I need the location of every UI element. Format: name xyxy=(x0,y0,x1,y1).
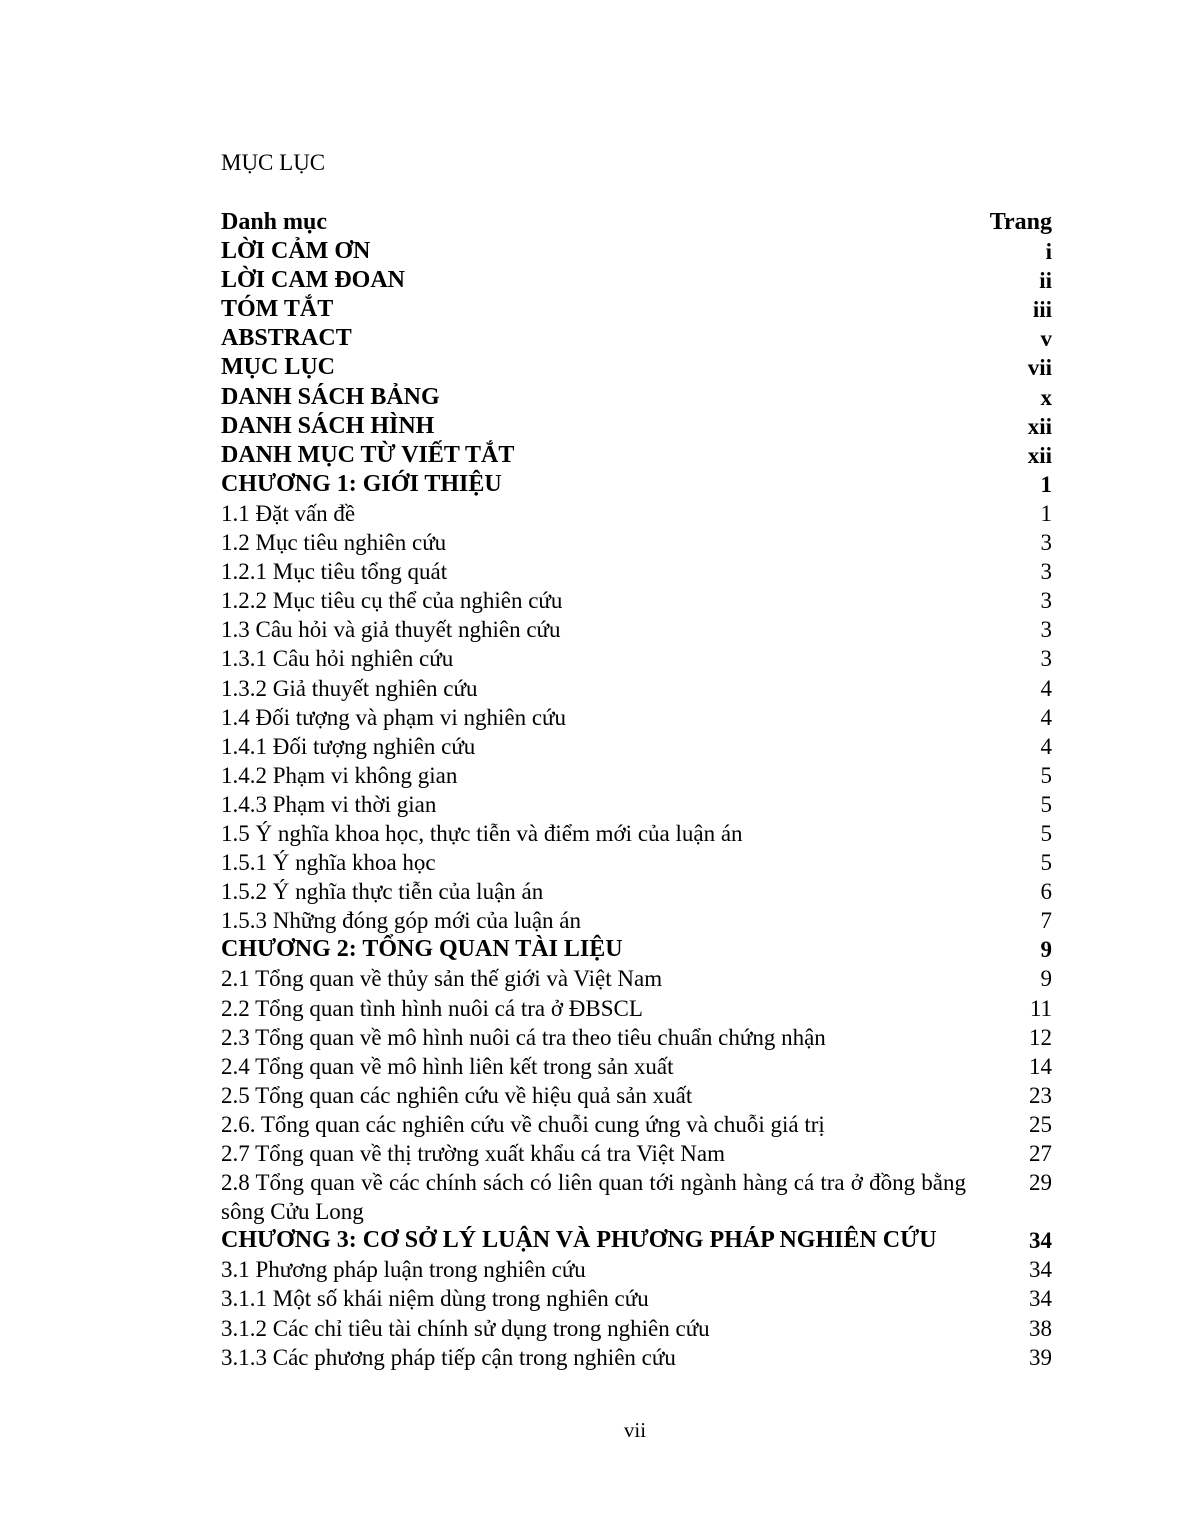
toc-entry-page: 34 xyxy=(1029,1228,1052,1254)
toc-entry xyxy=(221,1314,1052,1343)
toc-entry-page: 23 xyxy=(1029,1082,1052,1108)
toc-entry-title: 3.1 Phương pháp luận trong nghiên cứu xyxy=(221,1257,586,1283)
toc-entry-page: 29 xyxy=(1029,1170,1052,1196)
toc-entry-page: 5 xyxy=(1040,762,1052,788)
toc-entry-page: vii xyxy=(1027,355,1052,381)
toc-entry-page: 3 xyxy=(1040,646,1052,672)
toc-entry xyxy=(221,470,1052,499)
toc-entry xyxy=(221,1081,1052,1110)
toc-entry xyxy=(221,441,1052,470)
toc-entry-page: 34 xyxy=(1029,1286,1052,1312)
toc-entry xyxy=(221,237,1052,266)
toc-entry-page: v xyxy=(1040,326,1052,352)
toc-entry-title: LỜI CAM ĐOAN xyxy=(221,267,405,294)
toc-entry-title: DANH SÁCH HÌNH xyxy=(221,412,435,439)
toc-entry xyxy=(221,1052,1052,1081)
toc-entry-title: 2.6. Tổng quan các nghiên cứu về chuỗi cung ứng và chuỗi giá trị xyxy=(221,1111,825,1137)
toc-entry-page: 3 xyxy=(1040,588,1052,614)
toc-entry xyxy=(221,790,1052,819)
toc-entry-page: 34 xyxy=(1029,1257,1052,1283)
toc-entry xyxy=(221,295,1052,324)
toc-entry-title: 3.1.3 Các phương pháp tiếp cận trong nghiên cứu xyxy=(221,1344,676,1370)
toc-entries xyxy=(221,237,1052,1372)
toc-entry-title: 1.4.1 Đối tượng nghiên cứu xyxy=(221,733,476,759)
toc-entry-title: 1.5.3 Những đóng góp mới của luận án xyxy=(221,908,581,934)
toc-entry-page: 5 xyxy=(1040,820,1052,846)
toc-entry-page: ii xyxy=(1039,268,1052,294)
toc-entry-page: x xyxy=(1040,384,1052,410)
toc-entry xyxy=(221,324,1052,353)
toc-entry xyxy=(221,819,1052,848)
toc-entry-title: 2.4 Tổng quan về mô hình liên kết trong sản xuất xyxy=(221,1053,674,1079)
toc-entry-title: 3.1.1 Một số khái niệm dùng trong nghiên cứu xyxy=(221,1286,649,1312)
toc-entry xyxy=(221,761,1052,790)
toc-entry xyxy=(221,994,1052,1023)
toc-entry-page: 6 xyxy=(1040,879,1052,905)
toc-entry xyxy=(221,703,1052,732)
toc-entry-title: 1.3.1 Câu hỏi nghiên cứu xyxy=(221,646,454,672)
toc-entry-page: xii xyxy=(1027,442,1052,468)
toc-entry-title: 2.7 Tổng quan về thị trường xuất khẩu cá tra Việt Nam xyxy=(221,1141,726,1166)
table-of-contents xyxy=(221,208,1052,1372)
toc-entry-title: 1.5.2 Ý nghĩa thực tiễn của luận án xyxy=(221,879,544,905)
toc-entry-page: 1 xyxy=(1040,500,1052,526)
toc-entry-title: 1.5.1 Ý nghĩa khoa học xyxy=(221,850,436,876)
toc-entry-page: 9 xyxy=(1040,966,1052,992)
toc-entry-title: 1.2 Mục tiêu nghiên cứu xyxy=(221,530,447,556)
toc-entry-page: 12 xyxy=(1029,1024,1052,1050)
toc-entry xyxy=(221,906,1052,935)
toc-entry-page: 7 xyxy=(1040,908,1052,934)
page-title: MỤC LỤC xyxy=(221,150,326,175)
toc-header-page: Trang xyxy=(989,209,1052,235)
toc-entry-title: 1.4.2 Phạm vi không gian xyxy=(221,762,458,788)
toc-entry xyxy=(221,586,1052,615)
toc-entry-page: 5 xyxy=(1040,850,1052,876)
toc-entry-title: 1.3 Câu hỏi và giả thuyết nghiên cứu xyxy=(221,617,561,643)
toc-entry-title: 3.1.2 Các chỉ tiêu tài chính sử dụng trong nghiên cứu xyxy=(221,1315,710,1341)
page-number: vii xyxy=(623,1418,647,1442)
toc-entry xyxy=(221,383,1052,412)
toc-entry-title: 1.2.1 Mục tiêu tổng quát xyxy=(221,559,448,585)
toc-entry xyxy=(221,528,1052,557)
toc-entry-title: CHƯƠNG 3: CƠ SỞ LÝ LUẬN VÀ PHƯƠNG PHÁP NGHIÊN CỨU xyxy=(221,1227,937,1254)
toc-entry xyxy=(221,615,1052,644)
toc-header-section: Danh mục xyxy=(221,209,328,235)
toc-entry-title: DANH SÁCH BẢNG xyxy=(221,383,440,410)
toc-entry-page: 25 xyxy=(1029,1111,1052,1137)
toc-entry-title: 2.5 Tổng quan các nghiên cứu về hiệu quả sản xuất xyxy=(221,1082,693,1108)
toc-entry xyxy=(221,1226,1052,1255)
toc-entry-page: 27 xyxy=(1029,1141,1052,1166)
toc-entry-title: MỤC LỤC xyxy=(221,354,335,381)
toc-entry-title: 1.3.2 Giả thuyết nghiên cứu xyxy=(221,675,478,701)
toc-entry-title: CHƯƠNG 2: TỔNG QUAN TÀI LIỆU xyxy=(221,936,623,963)
toc-entry-page: 4 xyxy=(1040,704,1052,730)
toc-entry-page: i xyxy=(1045,239,1052,265)
toc-entry-title: 1.1 Đặt vấn đề xyxy=(221,500,356,526)
toc-entry xyxy=(221,1343,1052,1372)
toc-entry-page: 1 xyxy=(1040,471,1052,497)
toc-entry xyxy=(221,412,1052,441)
toc-entry-page: 4 xyxy=(1040,675,1052,701)
toc-entry xyxy=(221,877,1052,906)
toc-entry-title: 2.3 Tổng quan về mô hình nuôi cá tra theo tiêu chuẩn chứng nhận xyxy=(221,1024,826,1050)
toc-entry xyxy=(221,1284,1052,1313)
toc-entry-page: xii xyxy=(1027,413,1052,439)
toc-header xyxy=(221,208,1052,237)
toc-entry xyxy=(221,848,1052,877)
toc-entry-title: 1.4 Đối tượng và phạm vi nghiên cứu xyxy=(221,704,566,730)
toc-entry xyxy=(221,732,1052,761)
toc-entry-title: 1.2.2 Mục tiêu cụ thể của nghiên cứu xyxy=(221,588,563,614)
toc-entry-title: 2.2 Tổng quan tình hình nuôi cá tra ở ĐBSCL xyxy=(221,995,643,1021)
toc-entry-page: 3 xyxy=(1040,530,1052,556)
toc-entry-title: TÓM TẮT xyxy=(221,296,334,323)
toc-entry-title: 1.5 Ý nghĩa khoa học, thực tiễn và điểm mới của luận án xyxy=(221,820,743,846)
toc-entry-page: 3 xyxy=(1040,617,1052,643)
toc-entry xyxy=(221,1110,1052,1139)
toc-entry xyxy=(221,1255,1052,1284)
toc-entry-page: 11 xyxy=(1029,995,1052,1021)
toc-entry xyxy=(221,935,1052,964)
toc-entry-title: 1.4.3 Phạm vi thời gian xyxy=(221,791,437,817)
toc-entry-page: 9 xyxy=(1040,937,1052,963)
toc-entry-page: 4 xyxy=(1040,733,1052,759)
toc-entry xyxy=(221,1168,1052,1226)
toc-entry-page: 5 xyxy=(1040,791,1052,817)
toc-entry-title: 2.8 Tổng quan về các chính sách có liên quan tới ngành hàng cá tra ở đồng bằng sông Cửu Long xyxy=(221,1170,966,1225)
toc-entry-page: 39 xyxy=(1029,1344,1052,1370)
toc-entry xyxy=(221,266,1052,295)
toc-entry-title: CHƯƠNG 1: GIỚI THIỆU xyxy=(221,470,502,497)
toc-entry-page: 3 xyxy=(1040,559,1052,585)
toc-entry-title: ABSTRACT xyxy=(221,325,352,352)
toc-entry xyxy=(221,557,1052,586)
toc-entry-title: DANH MỤC TỪ VIẾT TẮT xyxy=(221,441,515,468)
toc-entry xyxy=(221,1023,1052,1052)
toc-entry xyxy=(221,674,1052,703)
toc-entry xyxy=(221,499,1052,528)
toc-entry xyxy=(221,964,1052,993)
toc-entry-page: iii xyxy=(1032,297,1052,323)
toc-entry xyxy=(221,644,1052,673)
toc-entry xyxy=(221,353,1052,382)
toc-entry xyxy=(221,1139,1052,1168)
toc-entry-page: 38 xyxy=(1029,1315,1052,1341)
toc-entry-title: LỜI CẢM ƠN xyxy=(221,238,371,265)
toc-entry-page: 14 xyxy=(1029,1053,1052,1079)
toc-entry-title: 2.1 Tổng quan về thủy sản thế giới và Việt Nam xyxy=(221,966,663,992)
